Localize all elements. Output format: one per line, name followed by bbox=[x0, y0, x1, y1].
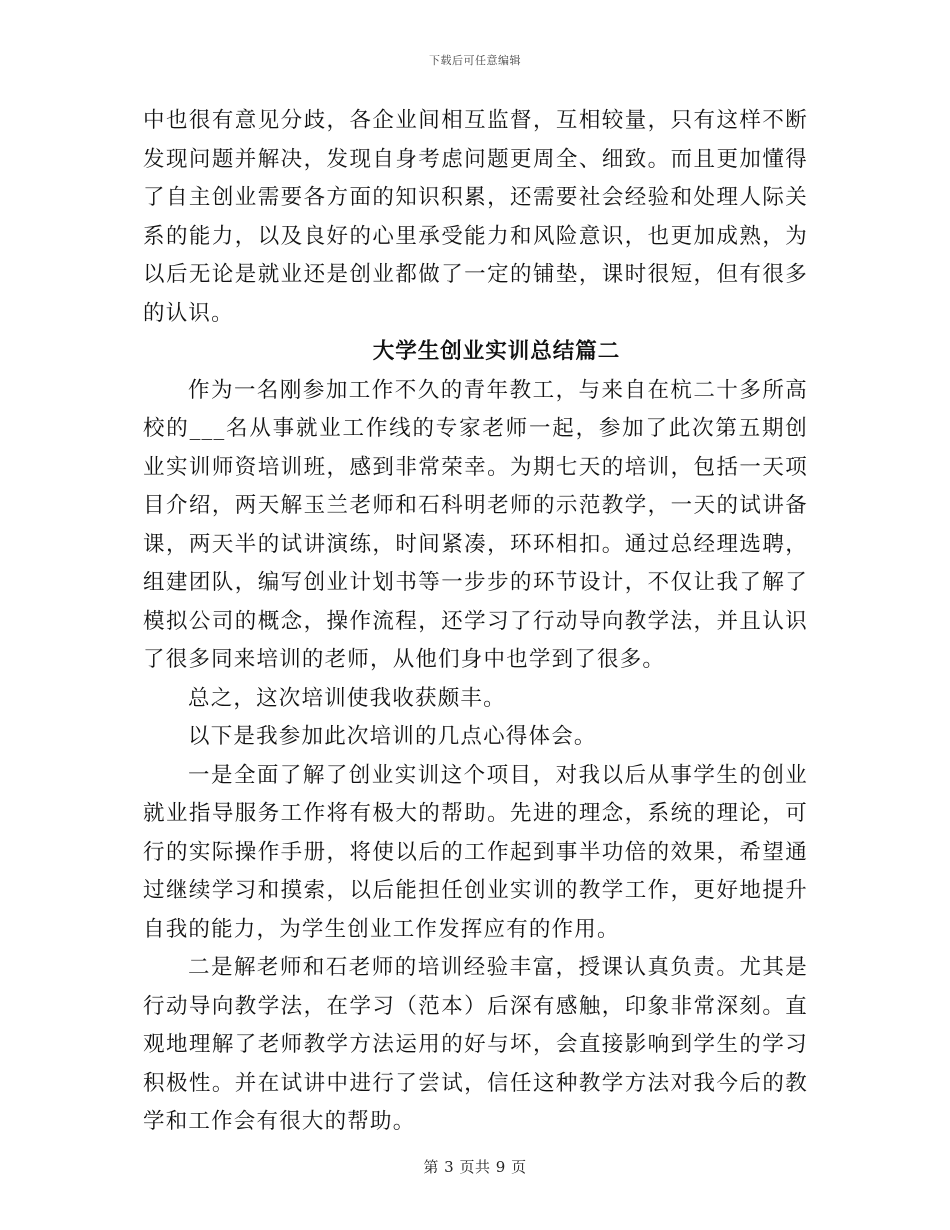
paragraph-point-two: 二是解老师和石老师的培训经验丰富，授课认真负责。尤其是行动导向教学法，在学习（范本）后深有感触，印象非常深刻。直观地理解了老师教学方法运用的好与坏，会直接影响到学生的学习积极性。并在试讲中进行了尝试，信任这种教学方法对我今后的教学和工作会有很大的帮助。 bbox=[143, 955, 808, 1134]
section-title: 大学生创业实训总结篇二 bbox=[372, 339, 621, 364]
paragraph-continuation: 中也很有意见分歧，各企业间相互监督，互相较量，只有这样不断发现问题并解决，发现自身考虑问题更周全、细致。而且更加懂得了自主创业需要各方面的知识积累，还需要社会经验和处理人际关系的能力，以及良好的心里承受能力和风险意识，也更加成熟，为以后无论是就业还是创业都做了一定的铺垫，课时很短，但有很多的认识。 bbox=[143, 108, 808, 326]
page-header: 下载后可任意编辑 bbox=[429, 54, 521, 67]
page-number: 第 3 页共 9 页 bbox=[423, 1158, 527, 1176]
document-body bbox=[143, 102, 808, 1142]
paragraph-summary: 总之，这次培训使我收获颇丰。 bbox=[188, 685, 506, 711]
paragraph-point-one: 一是全面了解了创业实训这个项目，对我以后从事学生的创业就业指导服务工作将有极大的帮助。先进的理念，系统的理论，可行的实际操作手册，将使以后的工作起到事半功倍的效果，希望通过继续学习和摸索，以后能担任创业实训的教学工作，更好地提升自我的能力，为学生创业工作发挥应有的作用。 bbox=[143, 762, 808, 942]
paragraph-lead-in: 以下是我参加此次培训的几点心得体会。 bbox=[188, 724, 597, 749]
paragraph-intro: 作为一名刚参加工作不久的青年教工，与来自在杭二十多所高校的___名从事就业工作线的专家老师一起，参加了此次第五期创业实训师资培训班，感到非常荣幸。为期七天的培训，包括一天项目介绍，两天解玉兰老师和石科明老师的示范教学，一天的试讲备课，两天半的试讲演练，时间紧凑，环环相扣。通过总经理选聘，组建团队，编写创业计划书等一步步的环节设计，不仅让我了解了模拟公司的概念，操作流程，还学习了行动导向教学法，并且认识了很多同来培训的老师，从他们身中也学到了很多。 bbox=[143, 377, 808, 672]
